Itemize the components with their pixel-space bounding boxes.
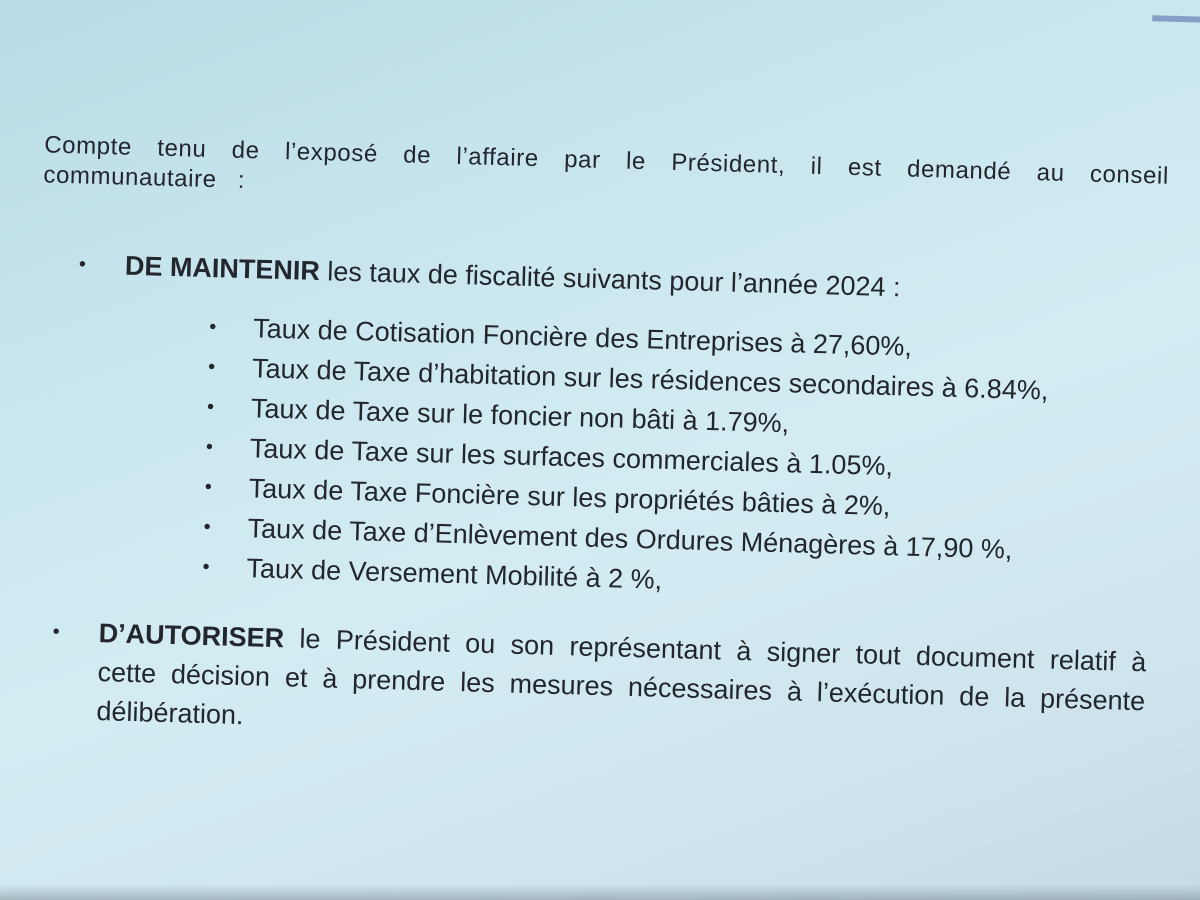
bullet-icon: • <box>78 253 87 276</box>
tax-rate-text: Taux de Cotisation Foncière des Entreprises à 27,60%, <box>252 313 913 362</box>
decision-keyword-autoriser: D’AUTORISER <box>98 618 285 654</box>
tax-rate-list <box>202 308 1153 613</box>
decision-text-autoriser: le Président ou son représentant à signer tout document relatif à cette décision et à prendre les mesures nécessaires à l’exécution de la présente délibération. <box>96 623 1147 731</box>
tax-rate-text: Taux de Taxe sur les surfaces commerciales à 1.05%, <box>249 433 894 482</box>
projector-edge-mark <box>1152 15 1200 23</box>
bullet-icon: • <box>208 316 217 339</box>
bullet-icon: • <box>206 396 215 419</box>
bullet-icon: • <box>204 475 213 499</box>
bullet-icon: • <box>202 555 210 579</box>
tax-rate-text: Taux de Taxe d’Enlèvement des Ordures Ménagères à 17,90 %, <box>247 513 1013 565</box>
decision-text-maintenir: les taux de fiscalité suivants pour l’année 2024 : <box>319 256 901 303</box>
bullet-icon: • <box>205 436 214 459</box>
tax-rate-text: Taux de Taxe Foncière sur les propriétés bâties à 2%, <box>248 473 891 522</box>
bullet-icon: • <box>203 515 212 539</box>
tax-rate-text: Taux de Taxe d’habitation sur les résidences secondaires à 6.84%, <box>251 353 1049 406</box>
decision-keyword-maintenir: DE MAINTENIR <box>124 250 321 287</box>
tax-rate-text: Taux de Taxe sur le foncier non bâti à 1.79%, <box>250 393 790 439</box>
decision-item-autoriser <box>52 614 1147 760</box>
tax-rate-text: Taux de Versement Mobilité à 2 %, <box>246 553 663 595</box>
screen-bottom-edge <box>0 884 1200 900</box>
decision-item-maintenir <box>78 249 1025 308</box>
bullet-icon: • <box>207 356 216 379</box>
bullet-icon: • <box>52 620 61 643</box>
intro-paragraph: Compte tenu de l’exposé de l’affaire par le Président, il est demandé au conseil communautaire : <box>43 131 1170 194</box>
